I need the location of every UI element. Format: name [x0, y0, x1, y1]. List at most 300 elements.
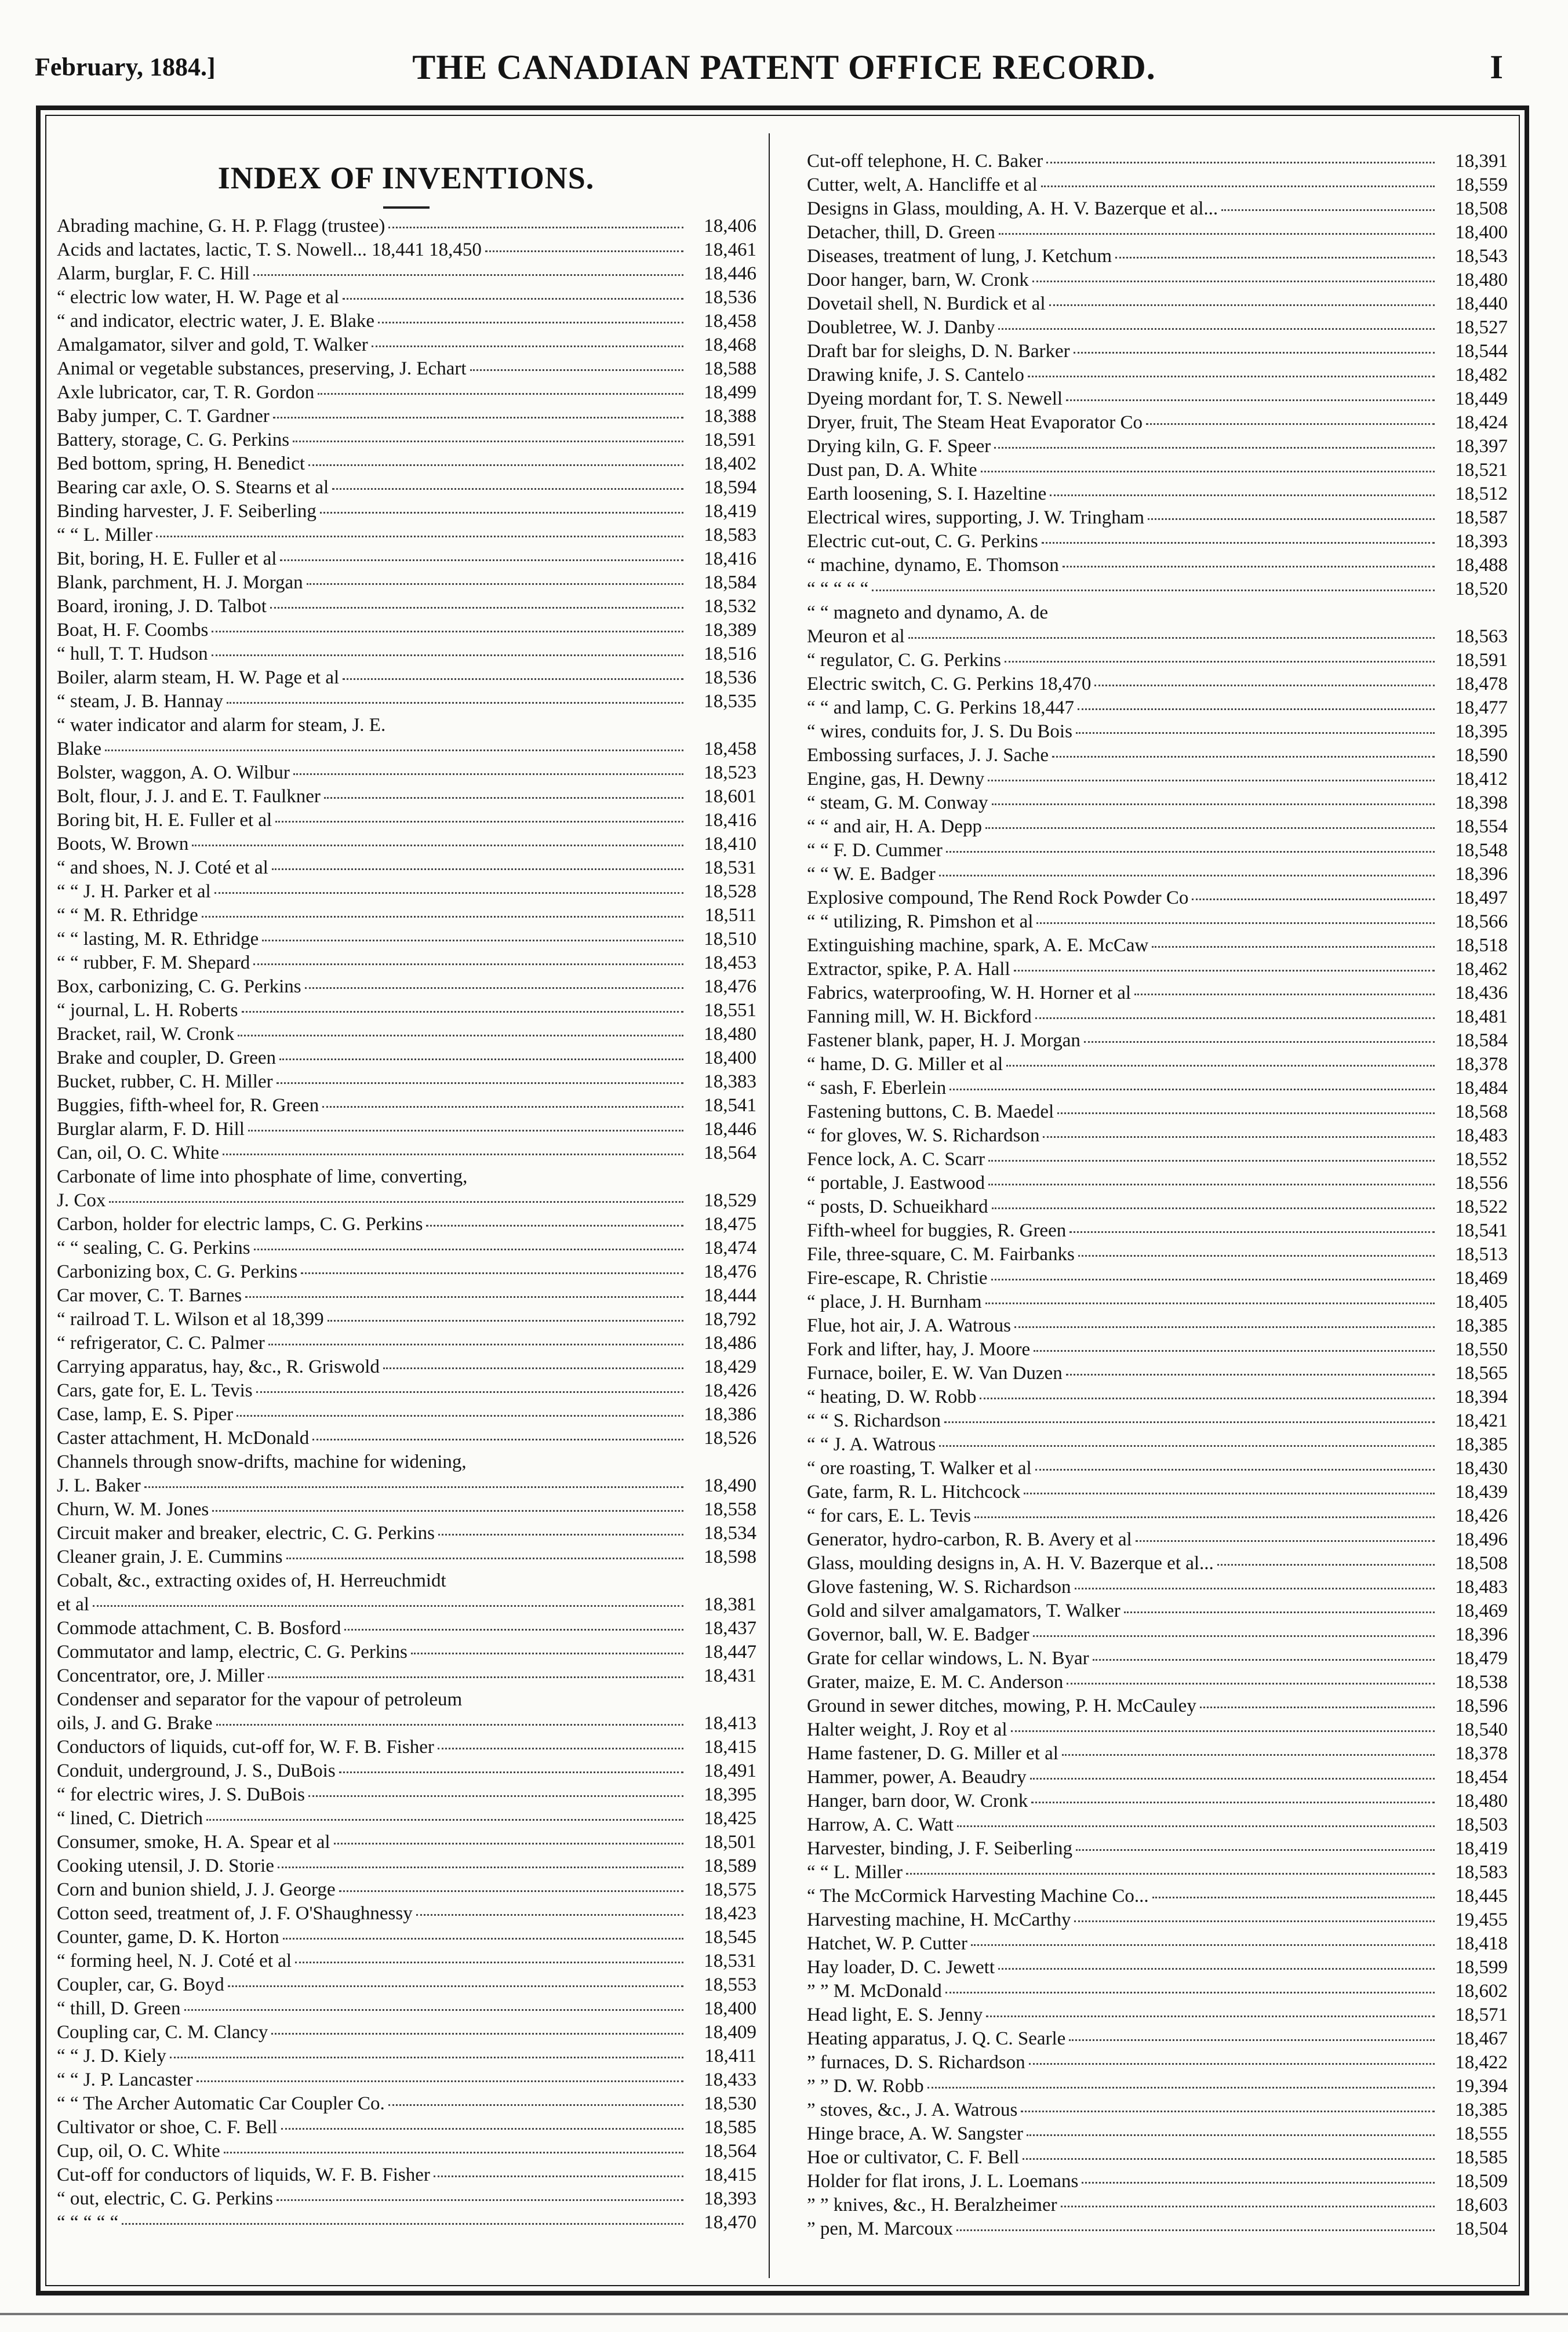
- dot-leader: [1014, 1326, 1435, 1328]
- entry-text: Fabrics, waterproofing, W. H. Horner et al: [807, 983, 1132, 1003]
- entry-text: Bolt, flour, J. J. and E. T. Faulkner: [57, 786, 321, 807]
- patent-number: 18,397: [1455, 436, 1508, 457]
- entry-text: Bed bottom, spring, H. Benedict: [57, 453, 305, 474]
- index-entry: [802, 2217, 1512, 2241]
- dot-leader: [1050, 494, 1435, 496]
- index-entry: [802, 1053, 1512, 1076]
- dot-leader: [1146, 423, 1435, 425]
- dot-leader: [238, 1034, 683, 1036]
- dot-leader: [988, 1159, 1435, 1162]
- dot-leader: [1076, 732, 1435, 734]
- index-entry: [51, 2187, 761, 2211]
- index-entry: [51, 1664, 761, 1688]
- entry-text: Burglar alarm, F. D. Hill: [57, 1119, 245, 1140]
- dot-leader: [985, 1302, 1435, 1304]
- dot-leader: [1057, 1112, 1435, 1114]
- index-entry: [802, 411, 1512, 435]
- index-entry: [51, 1070, 761, 1094]
- patent-number: 18,528: [704, 881, 756, 902]
- patent-number: 18,583: [1455, 1862, 1508, 1883]
- dot-leader: [470, 369, 683, 371]
- entry-text: Cut-off for conductors of liquids, W. F. B. Fisher: [57, 2164, 430, 2185]
- index-entry: [802, 839, 1512, 863]
- entry-text: ” ” D. W. Robb: [807, 2076, 924, 2097]
- index-entry: [802, 316, 1512, 340]
- patent-number: 18,503: [1455, 1814, 1508, 1835]
- entry-text: “ “ M. R. Ethridge: [57, 905, 198, 926]
- entry-text: Furnace, boiler, E. W. Van Duzen: [807, 1363, 1063, 1384]
- entry-text: Extractor, spike, P. A. Hall: [807, 959, 1010, 980]
- entry-text: Door hanger, barn, W. Cronk: [807, 270, 1029, 290]
- index-entry: [51, 1450, 761, 1474]
- entry-text: “ “ J. H. Parker et al: [57, 881, 211, 902]
- entry-text: “ steam, J. B. Hannay: [57, 691, 223, 712]
- index-entry: [51, 1569, 761, 1593]
- entry-text: “ hull, T. T. Hudson: [57, 643, 208, 664]
- index-entry: [51, 2163, 761, 2187]
- index-entry: [802, 1219, 1512, 1243]
- dot-leader: [1049, 304, 1435, 306]
- dot-leader: [271, 2032, 683, 2035]
- index-entry: [51, 500, 761, 523]
- dot-leader: [1217, 1563, 1435, 1566]
- dot-leader: [192, 844, 683, 846]
- entry-text: Grater, maize, E. M. C. Anderson: [807, 1672, 1064, 1693]
- index-entry: [802, 173, 1512, 197]
- dot-leader: [277, 1082, 683, 1084]
- dot-leader: [202, 915, 683, 918]
- dot-leader: [1062, 1753, 1435, 1756]
- index-entry: [51, 1236, 761, 1260]
- entry-text: Board, ironing, J. D. Talbot: [57, 596, 267, 617]
- dot-leader: [992, 1207, 1435, 1209]
- patent-number: 18,419: [1455, 1838, 1508, 1859]
- patent-number: 18,491: [704, 1760, 756, 1781]
- entry-text: Circuit maker and breaker, electric, C. G. Perkins: [57, 1523, 435, 1544]
- patent-number: 18,468: [704, 334, 756, 355]
- index-entry: [802, 221, 1512, 245]
- patent-number: 18,588: [704, 358, 756, 379]
- dot-leader: [283, 1937, 683, 1940]
- index-entry: [51, 523, 761, 547]
- patent-number: 18,385: [1455, 1315, 1508, 1336]
- dot-leader: [986, 2015, 1435, 2017]
- dot-leader: [1093, 1658, 1435, 1661]
- dot-leader: [1082, 2181, 1435, 2184]
- patent-number: 18,400: [704, 1998, 756, 2019]
- dot-leader: [279, 1058, 683, 1060]
- index-entry: [802, 2027, 1512, 2051]
- entry-text: File, three-square, C. M. Fairbanks: [807, 1244, 1075, 1265]
- entry-text: Battery, storage, C. G. Perkins: [57, 430, 290, 450]
- dot-leader: [324, 796, 683, 799]
- entry-text: Hammer, power, A. Beaudry: [807, 1767, 1027, 1788]
- dot-leader: [334, 1842, 683, 1845]
- index-entry: [51, 262, 761, 286]
- patent-number: 18,585: [704, 2117, 756, 2138]
- patent-number: 18,559: [1455, 174, 1508, 195]
- entry-text: Electric cut-out, C. G. Perkins: [807, 531, 1038, 552]
- dot-leader: [1067, 1682, 1435, 1685]
- entry-text: Glass, moulding designs in, A. H. V. Bazerque et al...: [807, 1553, 1214, 1574]
- patent-number: 18,551: [704, 1000, 756, 1021]
- entry-text: Blank, parchment, H. J. Morgan: [57, 572, 303, 593]
- left-column: [51, 152, 761, 2235]
- patent-number: 18,534: [704, 1523, 756, 1544]
- patent-number: 18,419: [704, 501, 756, 522]
- index-entry: [51, 1902, 761, 1926]
- dot-leader: [981, 470, 1435, 472]
- index-entry: [802, 1647, 1512, 1671]
- patent-number: 18,548: [1455, 840, 1508, 861]
- entry-text: J. Cox: [57, 1190, 106, 1211]
- entry-text: Electric switch, C. G. Perkins 18,470: [807, 674, 1092, 694]
- patent-number: 18,584: [704, 572, 756, 593]
- index-entry: [802, 577, 1512, 601]
- patent-number: 18,458: [704, 738, 756, 759]
- dot-leader: [216, 1723, 683, 1726]
- patent-number: 18,426: [1455, 1505, 1508, 1526]
- entry-text: Hinge brace, A. W. Sangster: [807, 2123, 1024, 2144]
- index-entry: [802, 981, 1512, 1005]
- patent-number: 18,490: [704, 1475, 756, 1496]
- dot-leader: [1078, 1254, 1435, 1257]
- left-entry-list: [51, 214, 761, 2235]
- entry-text: Hoe or cultivator, C. F. Bell: [807, 2147, 1020, 2168]
- patent-number: 18,453: [704, 952, 756, 973]
- dot-leader: [1200, 1706, 1435, 1708]
- entry-text: Bolster, waggon, A. O. Wilbur: [57, 762, 290, 783]
- index-entry: [802, 1267, 1512, 1290]
- patent-number: 18,405: [1455, 1291, 1508, 1312]
- index-entry: [802, 554, 1512, 577]
- index-entry: [51, 405, 761, 428]
- dot-leader: [343, 297, 683, 300]
- patent-number: 18,436: [1455, 983, 1508, 1003]
- patent-number: 18,421: [1455, 1410, 1508, 1431]
- entry-text: Diseases, treatment of lung, J. Ketchum: [807, 246, 1112, 267]
- entry-text: Explosive compound, The Rend Rock Powder Co: [807, 887, 1189, 908]
- dot-leader: [939, 874, 1435, 876]
- dot-leader: [273, 416, 683, 419]
- entry-text: Governor, ball, W. E. Badger: [807, 1624, 1029, 1645]
- patent-number: 18,474: [704, 1238, 756, 1258]
- index-entry: [51, 1046, 761, 1070]
- entry-text: Harrow, A. C. Watt: [807, 1814, 954, 1835]
- patent-number: 18,469: [1455, 1600, 1508, 1621]
- entry-text: “ water indicator and alarm for steam, J. E.: [57, 715, 386, 736]
- patent-number: 18,393: [1455, 531, 1508, 552]
- entry-text: et al: [57, 1594, 89, 1615]
- index-entry: [51, 1997, 761, 2021]
- patent-number: 18,425: [704, 1808, 756, 1829]
- entry-text: Commode attachment, C. B. Bosford: [57, 1618, 341, 1639]
- index-entry: [802, 363, 1512, 387]
- entry-text: Doubletree, W. J. Danby: [807, 317, 995, 338]
- dot-leader: [908, 636, 1435, 639]
- dot-leader: [994, 446, 1435, 449]
- entry-text: Hay loader, D. C. Jewett: [807, 1957, 995, 1978]
- index-entry: [51, 737, 761, 761]
- patent-number: 18,411: [704, 2046, 756, 2067]
- patent-number: 18,454: [1455, 1767, 1508, 1788]
- dot-leader: [212, 1509, 683, 1512]
- dot-leader: [1094, 684, 1435, 686]
- index-entry: [802, 245, 1512, 268]
- dot-leader: [1148, 518, 1435, 520]
- index-entry: [51, 1973, 761, 1997]
- dot-leader: [992, 803, 1435, 805]
- dot-leader: [1043, 1136, 1435, 1138]
- patent-number: 18,529: [704, 1190, 756, 1211]
- index-entry: [51, 856, 761, 880]
- index-entry: [51, 1831, 761, 1854]
- dot-leader: [206, 1818, 683, 1821]
- index-entry: [51, 1308, 761, 1331]
- patent-number: 18,423: [704, 1903, 756, 1924]
- index-entry: [802, 292, 1512, 316]
- patent-number: 18,510: [704, 929, 756, 949]
- entry-text: Carbonizing box, C. G. Perkins: [57, 1261, 298, 1282]
- entry-text: Cultivator or shoe, C. F. Bell: [57, 2117, 278, 2138]
- index-entry: [51, 238, 761, 262]
- entry-text: “ lined, C. Dietrich: [57, 1808, 203, 1829]
- dot-leader: [872, 589, 1435, 591]
- index-entry: [802, 2170, 1512, 2193]
- patent-number: 18,400: [704, 1047, 756, 1068]
- index-entry: [51, 880, 761, 904]
- entry-text: Baby jumper, C. T. Gardner: [57, 406, 270, 427]
- dot-leader: [1063, 565, 1435, 567]
- dot-leader: [242, 1010, 683, 1013]
- entry-text: Caster attachment, H. McDonald: [57, 1428, 310, 1449]
- index-entry: [802, 1148, 1512, 1172]
- index-entry: [51, 1545, 761, 1569]
- index-entry: [802, 2098, 1512, 2122]
- index-entry: [51, 904, 761, 927]
- patent-number: 19,394: [1455, 2076, 1508, 2097]
- dot-leader: [212, 630, 683, 632]
- index-entry: [802, 625, 1512, 649]
- entry-text: Head light, E. S. Jenny: [807, 2004, 983, 2025]
- index-entry: [51, 927, 761, 951]
- index-entry: [51, 1783, 761, 1807]
- patent-number: 18,504: [1455, 2218, 1508, 2239]
- index-entry: [802, 934, 1512, 958]
- index-entry: [802, 1742, 1512, 1766]
- dot-leader: [1041, 185, 1435, 187]
- dot-leader: [308, 1795, 683, 1797]
- entry-text: Ground in sewer ditches, mowing, P. H. McCauley: [807, 1696, 1196, 1716]
- entry-text: Heating apparatus, J. Q. C. Searle: [807, 2028, 1066, 2049]
- index-entry: [802, 530, 1512, 554]
- entry-text: Boring bit, H. E. Fuller et al: [57, 810, 272, 831]
- dot-leader: [268, 1676, 683, 1678]
- patent-number: 18,446: [704, 263, 756, 284]
- patent-number: 18,522: [1455, 1196, 1508, 1217]
- entry-text: Fanning mill, W. H. Bickford: [807, 1006, 1032, 1027]
- entry-text: “ “ “ “ “: [807, 579, 869, 599]
- patent-number: 18,477: [1455, 697, 1508, 718]
- dot-leader: [109, 1200, 683, 1203]
- dot-leader: [1028, 375, 1435, 377]
- patent-number: 18,508: [1455, 198, 1508, 219]
- patent-number: 18,483: [1455, 1125, 1508, 1146]
- patent-number: 18,410: [704, 834, 756, 854]
- index-entry: [802, 387, 1512, 411]
- entry-text: Drying kiln, G. F. Speer: [807, 436, 991, 457]
- dot-leader: [1152, 945, 1435, 948]
- entry-text: Bracket, rail, W. Cronk: [57, 1024, 235, 1045]
- index-entry: [802, 1766, 1512, 1789]
- entry-text: Blake: [57, 738, 101, 759]
- dot-leader: [1033, 1635, 1435, 1637]
- dot-leader: [170, 2056, 683, 2058]
- index-entry: [51, 1474, 761, 1498]
- dot-leader: [248, 1129, 683, 1132]
- entry-text: ” stoves, &c., J. A. Watrous: [807, 2100, 1018, 2120]
- patent-number: 18,426: [704, 1380, 756, 1401]
- dot-leader: [1036, 922, 1435, 924]
- entry-text: Engine, gas, H. Dewny: [807, 769, 985, 790]
- patent-number: 18,440: [1455, 293, 1508, 314]
- patent-number: 19,455: [1455, 1909, 1508, 1930]
- entry-text: “ ore roasting, T. Walker et al: [807, 1458, 1032, 1479]
- dot-leader: [939, 1445, 1435, 1447]
- entry-text: “ portable, J. Eastwood: [807, 1173, 985, 1194]
- index-entry: [51, 1593, 761, 1617]
- dot-leader: [339, 1771, 683, 1773]
- patent-number: 18,413: [704, 1713, 756, 1734]
- dot-leader: [328, 1319, 683, 1322]
- patent-number: 18,497: [1455, 887, 1508, 908]
- dot-leader: [281, 2127, 683, 2130]
- index-entry: [51, 951, 761, 975]
- entry-text: “ thill, D. Green: [57, 1998, 181, 2019]
- index-entry: [51, 714, 761, 737]
- index-entry: [802, 672, 1512, 696]
- patent-number: 18,462: [1455, 959, 1508, 980]
- patent-number: 18,447: [704, 1642, 756, 1662]
- patent-number: 18,511: [704, 905, 756, 926]
- entry-text: Harvesting machine, H. McCarthy: [807, 1909, 1071, 1930]
- entry-text: “ for gloves, W. S. Richardson: [807, 1125, 1040, 1146]
- patent-number: 18,433: [704, 2069, 756, 2090]
- entry-text: Dust pan, D. A. White: [807, 460, 977, 481]
- title-rule: [383, 206, 430, 209]
- dot-leader: [1074, 1920, 1435, 1922]
- index-entry: [802, 1362, 1512, 1385]
- dot-leader: [278, 1866, 683, 1868]
- entry-text: Fire-escape, R. Christie: [807, 1268, 988, 1289]
- entry-text: Can, oil, O. C. White: [57, 1143, 219, 1163]
- index-entry: [51, 1712, 761, 1736]
- entry-text: Brake and coupler, D. Green: [57, 1047, 277, 1068]
- patent-number: 18,792: [704, 1309, 756, 1330]
- page-header: [0, 0, 1568, 122]
- patent-number: 18,378: [1455, 1054, 1508, 1075]
- patent-number: 18,550: [1455, 1339, 1508, 1360]
- dot-leader: [1152, 1896, 1435, 1898]
- index-entry: [802, 2193, 1512, 2217]
- dot-leader: [228, 1985, 683, 1987]
- index-entry: [802, 910, 1512, 934]
- entry-text: Grate for cellar windows, L. N. Byar: [807, 1648, 1089, 1669]
- patent-number: 18,509: [1455, 2171, 1508, 2192]
- index-entry: [802, 197, 1512, 221]
- index-entry: [802, 1338, 1512, 1362]
- index-entry: [51, 1379, 761, 1403]
- entry-text: “ wires, conduits for, J. S. Du Bois: [807, 721, 1072, 742]
- index-entry: [51, 1331, 761, 1355]
- dot-leader: [949, 1088, 1435, 1090]
- dot-leader: [1084, 1041, 1435, 1043]
- index-entry: [51, 1807, 761, 1831]
- index-entry: [802, 1552, 1512, 1576]
- dot-leader: [227, 701, 683, 704]
- patent-number: 18,585: [1455, 2147, 1508, 2168]
- dot-leader: [378, 321, 683, 323]
- dot-leader: [1024, 1492, 1435, 1494]
- index-entry: [51, 1498, 761, 1522]
- entry-text: “ for electric wires, J. S. DuBois: [57, 1784, 305, 1805]
- entry-text: Holder for flat irons, J. L. Loemans: [807, 2171, 1079, 2192]
- patent-number: 18,480: [1455, 270, 1508, 290]
- entry-text: Hanger, barn door, W. Cronk: [807, 1791, 1028, 1811]
- index-title: INDEX OF INVENTIONS.: [217, 161, 595, 195]
- dot-leader: [991, 1278, 1435, 1280]
- patent-number: 18,478: [1455, 674, 1508, 694]
- patent-number: 18,538: [1455, 1672, 1508, 1693]
- patent-number: 18,565: [1455, 1363, 1508, 1384]
- dot-leader: [275, 820, 683, 823]
- entry-text: “ sash, F. Eberlein: [807, 1078, 947, 1098]
- patent-number: 18,481: [1455, 1006, 1508, 1027]
- patent-number: 18,430: [1455, 1458, 1508, 1479]
- patent-number: 18,571: [1455, 2004, 1508, 2025]
- dot-leader: [956, 2229, 1435, 2231]
- dot-leader: [1066, 1373, 1435, 1376]
- entry-text: Cutter, welt, A. Hancliffe et al: [807, 174, 1038, 195]
- entry-text: Gate, farm, R. L. Hitchcock: [807, 1482, 1021, 1502]
- dot-leader: [1027, 2134, 1435, 2136]
- dot-leader: [1034, 1349, 1435, 1352]
- entry-text: Fastening buttons, C. B. Maedel: [807, 1101, 1054, 1122]
- patent-number: 18,545: [704, 1927, 756, 1948]
- patent-number: 18,591: [1455, 650, 1508, 671]
- entry-text: “ regulator, C. G. Perkins: [807, 650, 1002, 671]
- patent-number: 18,385: [1455, 2100, 1508, 2120]
- index-entry: [802, 150, 1512, 173]
- patent-number: 18,553: [704, 1974, 756, 1995]
- entry-text: “ “ L. Miller: [807, 1862, 903, 1883]
- patent-number: 18,575: [704, 1879, 756, 1900]
- dot-leader: [1192, 898, 1435, 900]
- patent-number: 18,416: [704, 548, 756, 569]
- patent-number: 18,476: [704, 976, 756, 997]
- patent-number: 18,603: [1455, 2195, 1508, 2215]
- patent-number: 18,523: [704, 762, 756, 783]
- patent-number: 18,479: [1455, 1648, 1508, 1669]
- index-entry: [802, 1172, 1512, 1195]
- dot-leader: [332, 487, 683, 490]
- entry-text: “ refrigerator, C. C. Palmer: [57, 1333, 265, 1354]
- index-entry: [51, 1094, 761, 1118]
- patent-number: 18,536: [704, 667, 756, 688]
- entry-text: Bit, boring, H. E. Fuller et al: [57, 548, 277, 569]
- dot-leader: [988, 1183, 1435, 1185]
- patent-number: 18,516: [704, 643, 756, 664]
